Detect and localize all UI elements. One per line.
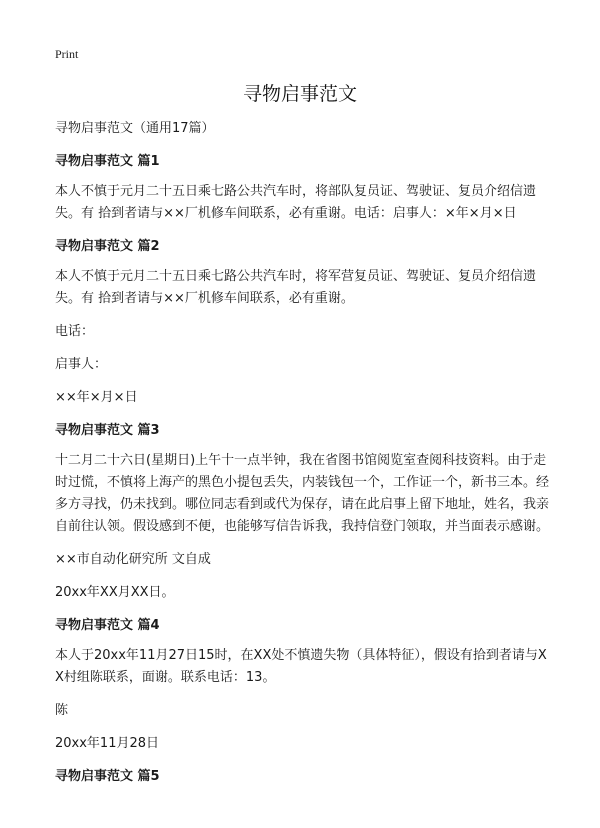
section-paragraph: 本人不慎于元月二十五日乘七路公共汽车时，将军营复员证、驾驶证、复员介绍信遗失。有 拾到者请与××厂机修车间联系，必有重谢。 (55, 269, 537, 306)
section-3 (55, 420, 550, 604)
section-paragraph: 十二月二十六日(星期日)上午十一点半钟，我在省图书馆阅览室查阅科技资料。由于走时过慌，不慎将上海产的黑色小提包丢失，内装钱包一个，工作证一个，新书三本。经多方寻找，仍未找到。哪位同志看到或代为保存，请在此启事上留下地址，姓名，我亲自前往认领。假设感到不便，也能够写信告诉我，我持信登门领取，并当面表示感谢。 (55, 453, 550, 534)
section-paragraph: 本人于20xx年11月27日15时，在XX处不慎遗失物（具体特征），假设有拾到者请与XX村组陈联系，面谢。联系电话：13。 (55, 648, 547, 685)
document-subtitle: 寻物启事范文（通用17篇） (55, 121, 215, 136)
section-4 (55, 615, 550, 755)
section-2 (55, 236, 550, 409)
section-1 (55, 151, 550, 225)
section-heading: 寻物启事范文 篇2 (55, 239, 160, 254)
document-body (55, 118, 550, 796)
signature-line: 陈 (55, 703, 69, 718)
section-heading: 寻物启事范文 篇3 (55, 423, 160, 438)
signature-line: ××市自动化研究所 文自成 (55, 552, 211, 567)
section-5 (55, 766, 550, 788)
date-line: ××年×月×日 (55, 390, 138, 405)
notice-author-line: 启事人： (55, 357, 108, 372)
section-paragraph: 本人不慎于元月二十五日乘七路公共汽车时，将部队复员证、驾驶证、复员介绍信遗失。有 拾到者请与××厂机修车间联系，必有重谢。电话：启事人：×年×月×日 (55, 184, 537, 221)
phone-line: 电话： (55, 324, 95, 339)
section-heading: 寻物启事范文 篇5 (55, 769, 160, 784)
document-title: 寻物启事范文 (242, 83, 357, 105)
section-heading: 寻物启事范文 篇4 (55, 618, 160, 633)
date-line: 20xx年XX月XX日。 (55, 585, 175, 600)
section-heading: 寻物启事范文 篇1 (55, 154, 160, 169)
print-label: Print (55, 47, 79, 61)
date-line: 20xx年11月28日 (55, 736, 160, 751)
